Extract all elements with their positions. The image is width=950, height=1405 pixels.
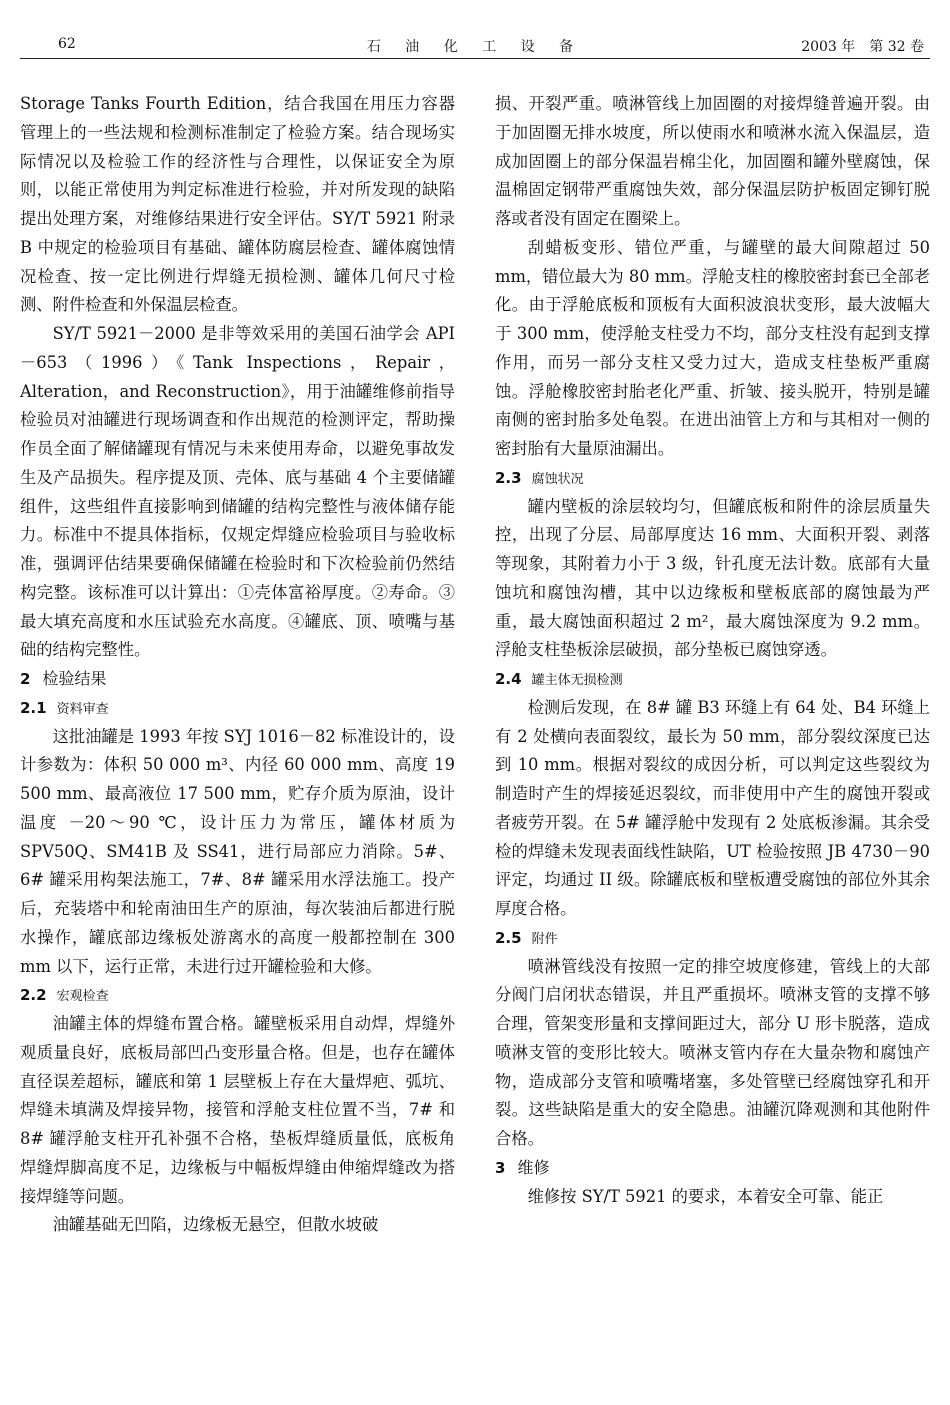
- subsection-heading-corrosion: [495, 464, 930, 493]
- paragraph-document-review: 这批油罐是 1993 年按 SYJ 1016－82 标准设计的，设计参数为：体积 50 000 m³、内径 60 000 mm、高度 19 500 mm、最高液位 17 500 mm，贮存介质为原油，设计温度 －20～90 ℃，设计压力为常压，罐体材质为 SPV50Q、SM41B 及 SS41，进行局部应力消除。5#、6# 罐采用构架法施工，7#、8# 罐采用水浮法施工。投产后，充装塔中和轮南油田生产的原油，每次装油后都进行脱水操作，罐底部边缘板处游离水的高度一般都控制在 300 mm 以下，运行正常，未进行过开罐检验和大修。: [20, 726, 455, 976]
- section-number: 2: [20, 670, 31, 688]
- paragraph-standard-description: SY/T 5921－2000 是非等效采用的美国石油学会 API－653（1996）《Tank Inspections，Repair，Alteration，and Reconstruction》，用于油罐维修前指导检验员对油罐进行现场调查和作出规范的检测评定，帮助操作员全面了解储罐现有情况与未来使用寿命，以避免事故发生及产品损失。程序提及顶、壳体、底与基础 4 个主要储罐组件，这些组件直接影响到储罐的结构完整性与液体储存能力。标准中不提具体指标，仅规定焊缝应检验项目与验收标准，强调评估结果要确保储罐在检验时和下次检验前仍然结构完整。该标准可以计算出：①壳体富裕厚度。②寿命。③最大填充高度和水压试验充水高度。④罐底、顶、喷嘴与基础的结构完整性。: [20, 324, 455, 660]
- section-heading-repair: [495, 1154, 930, 1183]
- section-heading-results: [20, 665, 455, 694]
- section-title: 检验结果: [42, 669, 107, 688]
- subsection-number: 2.3: [495, 468, 522, 487]
- subsection-title: 资料审查: [56, 701, 109, 717]
- subsection-heading-ndt: [495, 665, 930, 694]
- subsection-number: 2.1: [20, 698, 47, 717]
- paragraph-accessories: 喷淋管线没有按照一定的排空坡度修建，管线上的大部分阀门启闭状态错误，并且严重损坏。喷淋支管的支撑不够合理，管架变形量和支撑间距过大，部分 U 形卡脱落，造成喷淋支管的变形比较大。喷淋支管内存在大量杂物和腐蚀产物，造成部分支管和喷嘴堵塞，多处管壁已经腐蚀穿孔和开裂。这些缺陷是重大的安全隐患。油罐沉降观测和其他附件合格。: [495, 956, 930, 1148]
- paragraph-repair: 维修按 SY/T 5921 的要求，本着安全可靠、能正: [527, 1186, 884, 1206]
- section-title: 维修: [517, 1157, 550, 1177]
- section-number: 3: [495, 1158, 506, 1177]
- paragraph-corrosion: 罐内壁板的涂层较均匀，但罐底板和附件的涂层质量失控，出现了分层、局部厚度达 16 mm、大面积开裂、剥落等现象，其附着力小于 3 级，针孔度无法计数。底部有大量蚀坑和腐蚀沟槽，其中以边缘板和壁板底部的腐蚀最为严重，最大腐蚀面积超过 2 m²，最大腐蚀深度为 9.2 mm。浮舱支柱垫板涂层破损，部分垫板已腐蚀穿透。: [495, 496, 930, 660]
- paragraph-foundation-continued: 损、开裂严重。喷淋管线上加固圈的对接焊缝普遍开裂。由于加固圈无排水坡度，所以使雨水和喷淋水流入保温层，造成加固圈上的部分保温岩棉尘化，加固圈和罐外壁腐蚀，保温棉固定钢带严重腐蚀失效，部分保温层防护板固定铆钉脱落或者没有固定在圈梁上。: [495, 94, 930, 228]
- subsection-title: 腐蚀状况: [531, 471, 584, 487]
- page-number: 62: [58, 36, 76, 52]
- subsection-number: 2.4: [495, 670, 522, 688]
- issue-info: 2003 年 第 32 卷: [801, 39, 924, 55]
- right-column: [495, 90, 930, 1211]
- subsection-title: 罐主体无损检测: [531, 673, 623, 688]
- subsection-title: 宏观检查: [56, 989, 109, 1005]
- subsection-heading-accessories: [495, 924, 930, 953]
- paragraph-wiper-seal: 刮蜡板变形、错位严重，与罐壁的最大间隙超过 50 mm，错位最大为 80 mm。浮舱支柱的橡胶密封套已全部老化。由于浮舱底板和顶板有大面积波浪状变形，最大波幅大于 300 mm，使浮舱支柱受力不均，部分支柱没有起到支撑作用，而另一部分支柱又受力过大，造成支柱垫板严重腐蚀。浮舱橡胶密封胎老化严重、折皱、接头脱开，特别是罐南侧的密封胎多处龟裂。在进出油管上方和与其相对一侧的密封胎有大量原油漏出。: [495, 237, 930, 458]
- journal-title: 石 油 化 工 设 备: [366, 39, 584, 55]
- subsection-number: 2.2: [20, 986, 47, 1005]
- paragraph-foundation: 油罐基础无凹陷，边缘板无悬空，但散水坡破: [52, 1215, 379, 1235]
- paragraph-intro-continued: Storage Tanks Fourth Edition，结合我国在用压力容器管理上的一些法规和检测标准制定了检验方案。结合现场实际情况以及检验工作的经济性与合理性，以保证安全为原则，以能正常使用为判定标准进行检验，并对所发现的缺陷提出处理方案，对维修结果进行安全评估。SY/T 5921 附录 B 中规定的检验项目有基础、罐体防腐层检查、罐体腐蚀情况检查、按一定比例进行焊缝无损检测、罐体几何尺寸检测、附件检查和外保温层检查。: [20, 94, 455, 315]
- paragraph-visual-inspection: 油罐主体的焊缝布置合格。罐壁板采用自动焊，焊缝外观质量良好，底板局部凹凸变形量合格。但是，也存在罐体直径误差超标，罐底和第 1 层壁板上存在大量焊疤、弧坑、焊缝未填满及焊接异物，接管和浮舱支柱位置不当，7# 和 8# 罐浮舱支柱开孔补强不合格，垫板焊缝质量低，底板角焊缝焊脚高度不足，边缘板与中幅板焊缝由伸缩焊缝改为搭接焊缝等问题。: [20, 1014, 455, 1206]
- subsection-title: 附件: [531, 931, 558, 947]
- subsection-number: 2.5: [495, 928, 522, 947]
- subsection-heading-document-review: [20, 694, 455, 723]
- left-column: [20, 90, 455, 1240]
- subsection-heading-visual-inspection: [20, 981, 455, 1010]
- running-header: [20, 30, 930, 59]
- paragraph-ndt: 检测后发现，在 8# 罐 B3 环缝上有 64 处、B4 环缝上有 2 处横向表面裂纹，最长为 50 mm，部分裂纹深度已达到 10 mm。根据对裂纹的成因分析，可以判定这些裂纹为制造时产生的焊接延迟裂纹，而非使用中产生的腐蚀开裂或者疲劳开裂。在 5# 罐浮舱中发现有 2 处底板渗漏。其余受检的焊缝未发现表面线性缺陷，UT 检验按照 JB 4730－90 评定，均通过 II 级。除罐底板和壁板遭受腐蚀的部位外其余厚度合格。: [495, 697, 930, 918]
